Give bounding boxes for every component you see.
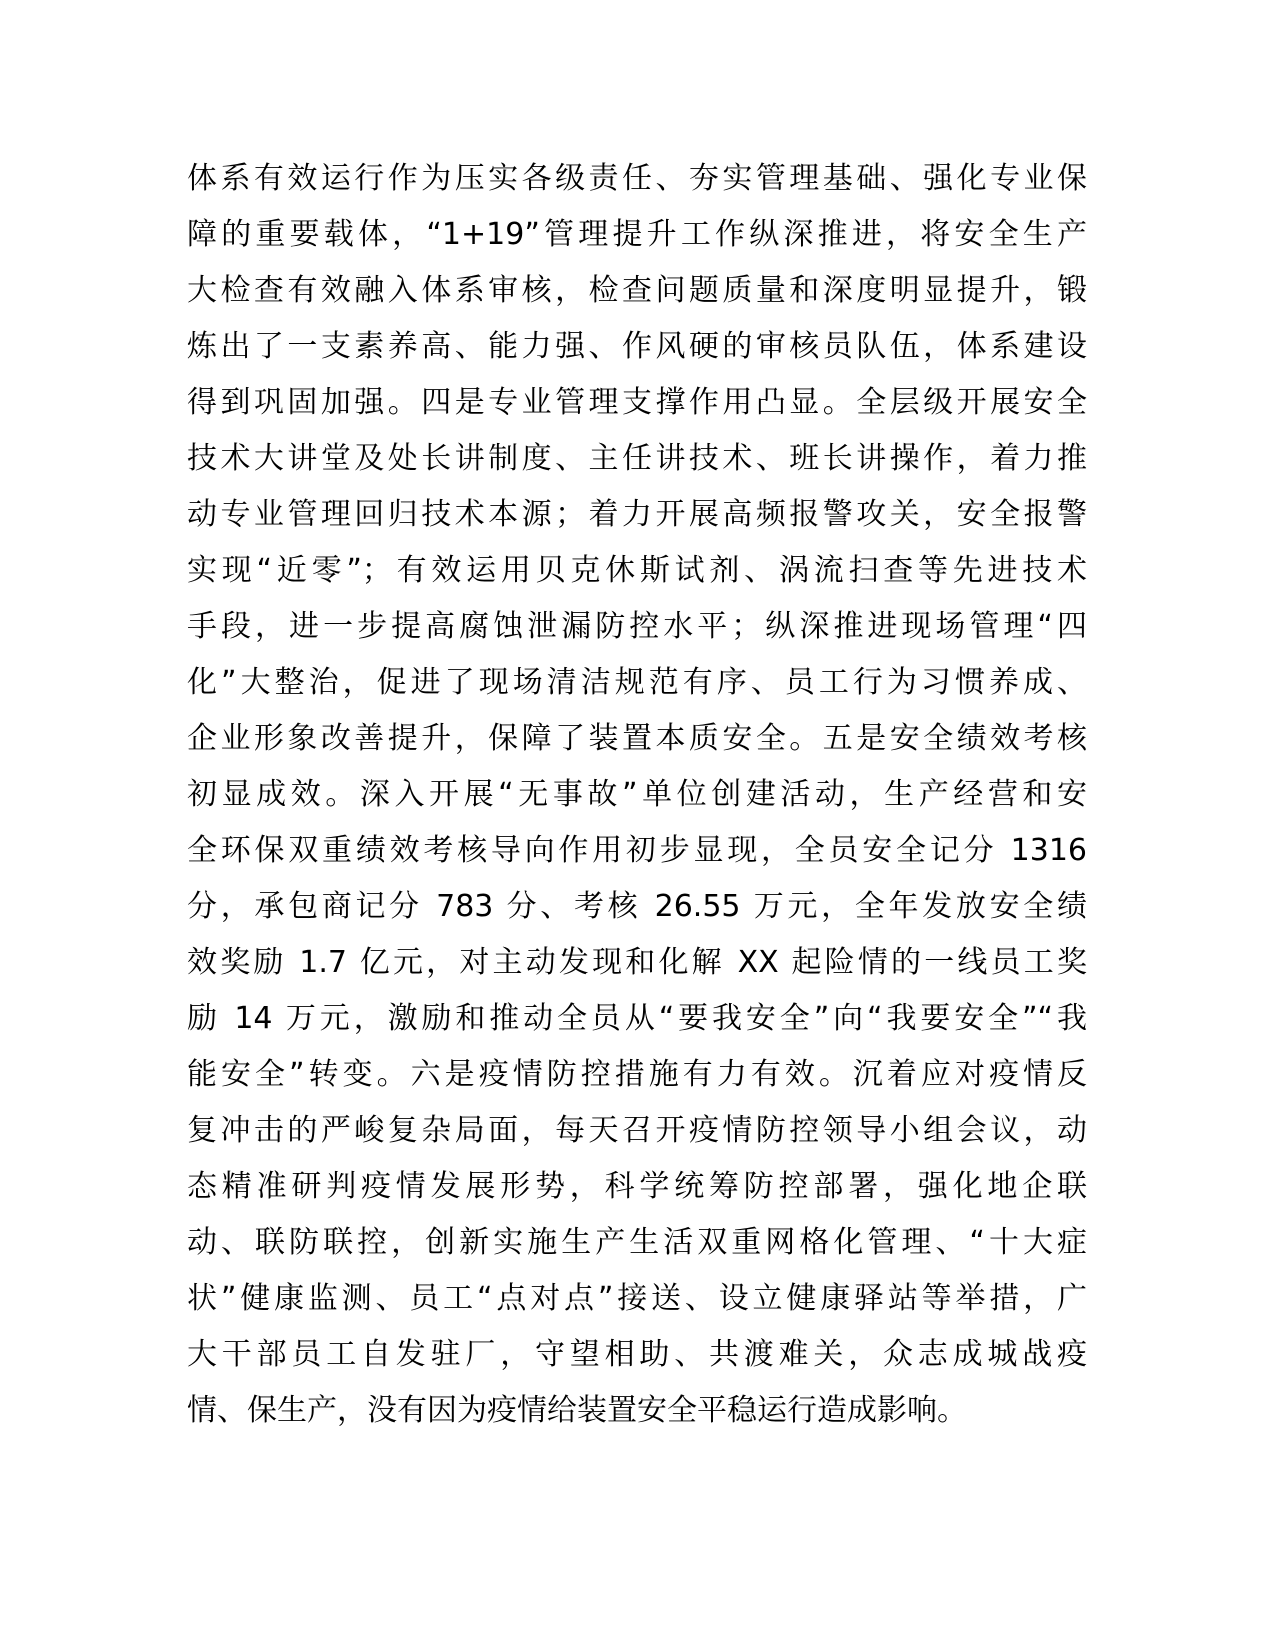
- paragraph-line: 动、联防联控，创新实施生产生活双重网格化管理、“十大症: [187, 1225, 1087, 1260]
- paragraph-line: 体系有效运行作为压实各级责任、夯实管理基础、强化专业保: [187, 161, 1087, 196]
- paragraph-line: 励 14 万元，激励和推动全员从“要我安全”向“我要安全”“我: [187, 1001, 1087, 1036]
- paragraph-line: 企业形象改善提升，保障了装置本质安全。五是安全绩效考核: [187, 721, 1087, 756]
- paragraph-line: 分，承包商记分 783 分、考核 26.55 万元，全年发放安全绩: [187, 889, 1087, 924]
- paragraph-line: 手段，进一步提高腐蚀泄漏防控水平；纵深推进现场管理“四: [187, 609, 1087, 644]
- paragraph-line: 实现“近零”；有效运用贝克休斯试剂、涡流扫查等先进技术: [187, 553, 1087, 588]
- paragraph-line: 动专业管理回归技术本源；着力开展高频报警攻关，安全报警: [187, 497, 1087, 532]
- paragraph-line: 化”大整治，促进了现场清洁规范有序、员工行为习惯养成、: [187, 665, 1087, 700]
- paragraph-line: 态精准研判疫情发展形势，科学统筹防控部署，强化地企联: [187, 1169, 1087, 1204]
- paragraph-line: 能安全”转变。六是疫情防控措施有力有效。沉着应对疫情反: [187, 1057, 1087, 1092]
- paragraph-line: 复冲击的严峻复杂局面，每天召开疫情防控领导小组会议，动: [187, 1113, 1087, 1148]
- paragraph-line: 得到巩固加强。四是专业管理支撑作用凸显。全层级开展安全: [187, 385, 1087, 420]
- paragraph-line: 障的重要载体，“1+19”管理提升工作纵深推进，将安全生产: [187, 217, 1087, 252]
- paragraph-last-line: 情、保生产，没有因为疫情给装置安全平稳运行造成影响。: [187, 1393, 967, 1428]
- paragraph-line: 大检查有效融入体系审核，检查问题质量和深度明显提升，锻: [187, 273, 1087, 308]
- paragraph-line: 初显成效。深入开展“无事故”单位创建活动，生产经营和安: [187, 777, 1087, 812]
- paragraph-line: 全环保双重绩效考核导向作用初步显现，全员安全记分 1316: [187, 833, 1087, 868]
- paragraph-line: 状”健康监测、员工“点对点”接送、设立健康驿站等举措，广: [187, 1281, 1087, 1316]
- paragraph-line: 效奖励 1.7 亿元，对主动发现和化解 XX 起险情的一线员工奖: [187, 945, 1087, 980]
- paragraph-line: 大干部员工自发驻厂，守望相助、共渡难关，众志成城战疫: [187, 1337, 1087, 1372]
- paragraph-line: 炼出了一支素养高、能力强、作风硬的审核员队伍，体系建设: [187, 329, 1087, 364]
- paragraph-line: 技术大讲堂及处长讲制度、主任讲技术、班长讲操作，着力推: [187, 441, 1087, 476]
